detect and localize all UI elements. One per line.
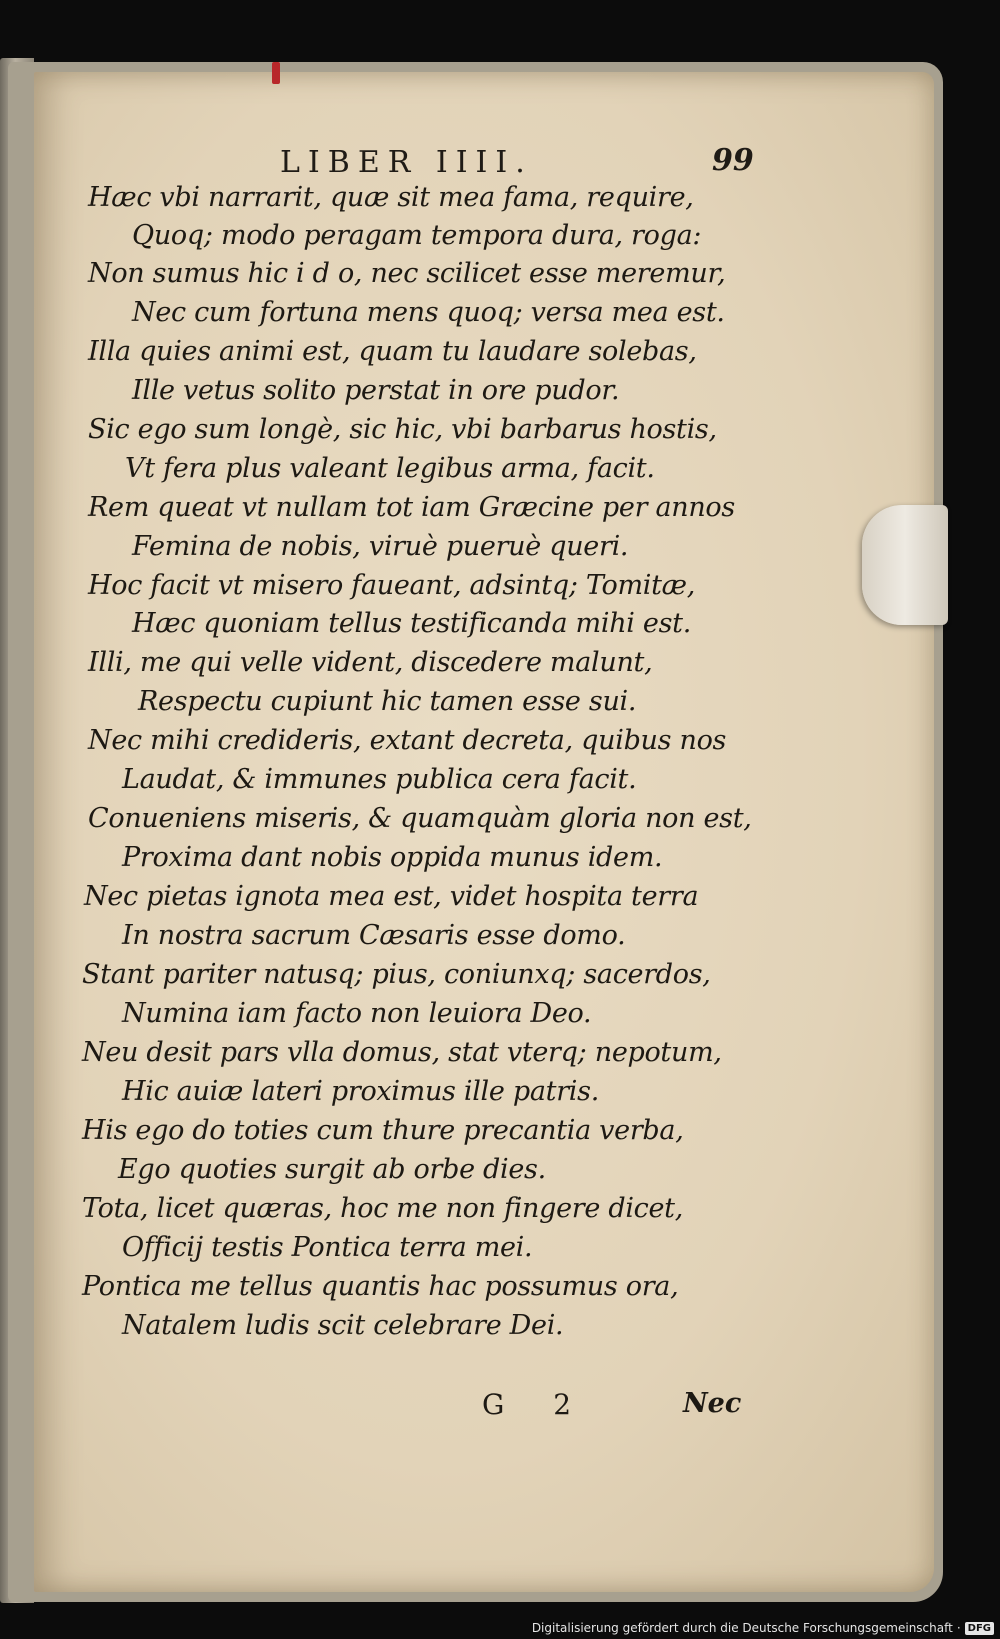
verse-line: Numina iam facto non leuiora Deo. xyxy=(122,998,592,1029)
verse-line: Conueniens miseris, & quamquàm gloria non est, xyxy=(88,803,752,834)
verse-line: Non sumus hic i d o, nec scilicet esse meremur, xyxy=(88,258,726,289)
verse-line: Nec pietas ignota mea est, videt hospita terra xyxy=(84,881,699,912)
verse-line: Tota, licet quæras, hoc me non fingere dicet, xyxy=(82,1193,683,1224)
verse-line: Rem queat vt nullam tot iam Græcine per annos xyxy=(88,492,735,523)
verse-line: Stant pariter natusq; pius, coniunxq; sacerdos, xyxy=(82,959,711,990)
verse-line: Pontica me tellus quantis hac possumus ora, xyxy=(82,1271,679,1302)
verse-line: Natalem ludis scit celebrare Dei. xyxy=(122,1310,564,1341)
verse-line: Quoq; modo peragam tempora dura, roga: xyxy=(132,220,702,251)
verse-line: Vt fera plus valeant legibus arma, facit. xyxy=(125,453,655,484)
verse-line: Hæc vbi narrarit, quæ sit mea fama, require, xyxy=(88,182,694,213)
verse-line: Nec cum fortuna mens quoq; versa mea est. xyxy=(132,297,725,328)
verse-line: Ego quoties surgit ab orbe dies. xyxy=(118,1154,546,1185)
verse-line: Hæc quoniam tellus testificanda mihi est. xyxy=(132,608,691,639)
verse-line: Respectu cupiunt hic tamen esse sui. xyxy=(138,686,637,717)
verse-line: His ego do toties cum thure precantia verba, xyxy=(82,1115,684,1146)
verse-line: Nec mihi credideris, extant decreta, quibus nos xyxy=(88,725,727,756)
verse-line: Ille vetus solito perstat in ore pudor. xyxy=(132,375,620,406)
verse-line: Proxima dant nobis oppida munus idem. xyxy=(122,842,663,873)
verse-line: In nostra sacrum Cæsaris esse domo. xyxy=(122,920,626,951)
verse-line: Officij testis Pontica terra mei. xyxy=(122,1232,533,1263)
catchword: Nec xyxy=(683,1388,742,1419)
page-number: 99 xyxy=(712,143,754,178)
verse-line: Illi, me qui velle vident, discedere malunt, xyxy=(88,647,653,678)
digitization-footer: Digitalisierung gefördert durch die Deutsche Forschungsgemeinschaft · DFG xyxy=(532,1621,994,1635)
verse-line: Hoc facit vt misero faueant, adsintq; Tomitæ, xyxy=(88,570,696,601)
verse-line: Laudat, & immunes publica cera facit. xyxy=(122,764,637,795)
signature-mark: G 2 xyxy=(482,1388,592,1421)
red-bookmark-tab xyxy=(272,62,280,84)
clasp-tab xyxy=(862,505,948,625)
verse-line: Hic auiæ lateri proximus ille patris. xyxy=(122,1076,599,1107)
running-head: LIBER IIII. xyxy=(280,145,533,180)
verse-line: Illa quies animi est, quam tu laudare solebas, xyxy=(88,336,697,367)
footer-credit: Digitalisierung gefördert durch die Deutsche Forschungsgemeinschaft xyxy=(531,1621,953,1635)
verse-line: Neu desit pars vlla domus, stat vterq; nepotum, xyxy=(82,1037,722,1068)
verse-line: Femina de nobis, viruè pueruè queri. xyxy=(132,531,629,562)
dfg-logo-icon: DFG xyxy=(965,1622,994,1635)
verse-line: Sic ego sum longè, sic hic, vbi barbarus hostis, xyxy=(88,414,717,445)
